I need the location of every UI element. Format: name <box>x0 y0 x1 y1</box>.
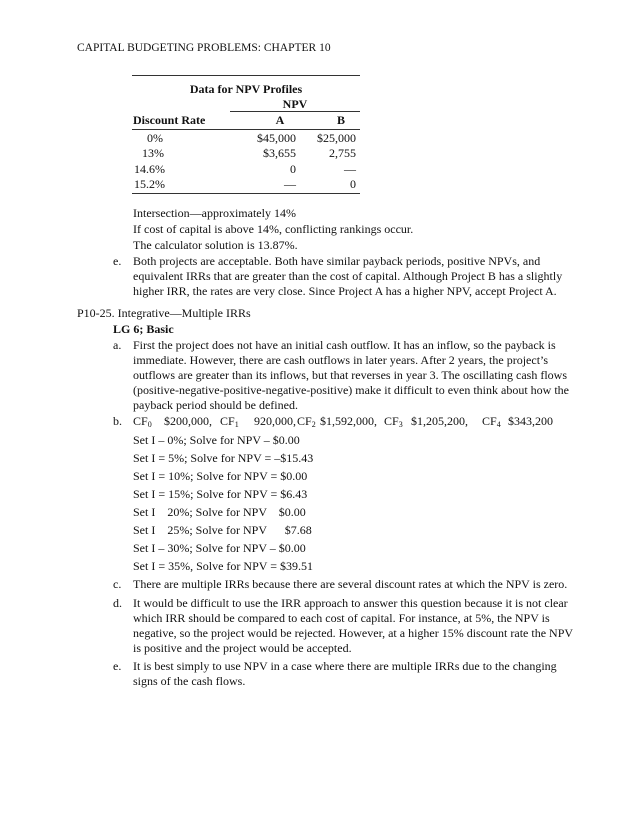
npv-calc-line: Set I = 10%; Solve for NPV = $0.00 <box>133 469 308 483</box>
part-d-line: negative, so the project would be rejected. However, at a higher 15% discount rate the NPV <box>133 626 574 640</box>
part-a-line: First the project does not have an initial cash outflow. It has an inflow, so the payback is <box>133 338 556 352</box>
cash-flow-0-value: $200,000, <box>164 414 212 428</box>
part-a-line: immediate. However, there are cash outflows in later years. After 2 years, the project’s <box>133 353 549 367</box>
npv-header: NPV <box>282 97 308 111</box>
cash-flow-4-value: $343,200 <box>508 414 553 428</box>
npv-calc-line: Set I 25%; Solve for NPV $7.68 <box>133 523 312 537</box>
part-d-line: is positive and the project would be accepted. <box>133 641 352 655</box>
cash-flow-2: $CF_2$ <box>297 414 316 429</box>
part-c-line: There are multiple IRRs because there are several discount rates at which the NPV is zero. <box>133 577 568 591</box>
npv-a-cell: $3,655 <box>263 146 296 160</box>
npv-calc-line: Set I = 15%; Solve for NPV = $6.43 <box>133 487 308 501</box>
part-c-label: c. <box>113 577 122 591</box>
item-e-line: higher IRR, the rates are very close. Since Project A has a higher NPV, accept Project A. <box>133 284 557 298</box>
cash-flow-3: $CF_3$ <box>384 414 403 429</box>
part-d-line: which IRR should be compared to each cost of capital. For instance, at 5%, the NPV is <box>133 611 550 625</box>
col-header-rate: Discount Rate <box>133 113 206 127</box>
npv-a-cell: 0 <box>290 162 296 176</box>
table-title: Data for NPV Profiles <box>189 82 303 96</box>
note-intersection: Intersection—approximately 14% <box>133 206 296 220</box>
table-bottom-rule <box>132 193 360 194</box>
npv-calc-line: Set I = 5%; Solve for NPV = –$15.43 <box>133 451 314 465</box>
header-rule <box>132 129 360 130</box>
part-b-label: b. <box>113 414 122 428</box>
npv-b-cell: $25,000 <box>317 131 356 145</box>
npv-calc-line: Set I – 0%; Solve for NPV – $0.00 <box>133 433 300 447</box>
part-e-line: signs of the cash flows. <box>133 674 246 688</box>
item-e-label: e. <box>113 254 122 268</box>
npv-rule <box>230 111 360 112</box>
part-d-label: d. <box>113 596 122 610</box>
cash-flow-1-value: 920,000, <box>254 414 296 428</box>
rate-cell: 15.2% <box>134 177 165 191</box>
part-d-line: It would be difficult to use the IRR approach to answer this question because it is not clear <box>133 596 568 610</box>
note-calculator: The calculator solution is 13.87%. <box>133 238 298 252</box>
cash-flow-2-value: $1,592,000, <box>320 414 377 428</box>
part-a-line: outflows are greater than its inflows, but that reverses in year 3. The oscillating cash flows <box>133 368 567 382</box>
col-header-b: B <box>336 113 345 127</box>
cash-flow-0: $CF_0$ <box>133 414 152 429</box>
rate-cell: 0% <box>147 131 163 145</box>
note-conflict: If cost of capital is above 14%, conflicting rankings occur. <box>133 222 414 236</box>
part-e-label: e. <box>113 659 122 673</box>
part-e-line: It is best simply to use NPV in a case where there are multiple IRRs due to the changing <box>133 659 557 673</box>
item-e-line: Both projects are acceptable. Both have similar payback periods, positive NPVs, and <box>133 254 541 268</box>
item-e-line: equivalent IRRs that are greater than the cost of capital. Although Project B has a slightly <box>133 269 563 283</box>
page-header: CAPITAL BUDGETING PROBLEMS: CHAPTER 10 <box>77 42 331 54</box>
table-top-rule <box>132 75 360 76</box>
learning-goal: LG 6; Basic <box>113 322 174 336</box>
cash-flow-3-value: $1,205,200, <box>411 414 468 428</box>
npv-calc-line: Set I = 35%, Solve for NPV = $39.51 <box>133 559 313 573</box>
cash-flow-4: $CF_4$ <box>482 414 501 429</box>
npv-b-cell: — <box>344 162 356 176</box>
part-a-line: (positive-negative-positive-negative-positive) make it difficult to even think about how the <box>133 383 569 397</box>
npv-calc-line: Set I 20%; Solve for NPV $0.00 <box>133 505 306 519</box>
npv-b-cell: 2,755 <box>329 146 356 160</box>
rate-cell: 14.6% <box>134 162 165 176</box>
part-a-label: a. <box>113 338 122 352</box>
problem-title: P10-25. Integrative—Multiple IRRs <box>77 306 251 320</box>
npv-calc-line: Set I – 30%; Solve for NPV – $0.00 <box>133 541 306 555</box>
npv-a-cell: $45,000 <box>257 131 296 145</box>
npv-a-cell: — <box>284 177 296 191</box>
npv-b-cell: 0 <box>350 177 356 191</box>
cash-flow-1: $CF_1$ <box>220 414 239 429</box>
col-header-a: A <box>275 113 285 127</box>
part-a-line: payback period should be defined. <box>133 398 298 412</box>
rate-cell: 13% <box>142 146 164 160</box>
